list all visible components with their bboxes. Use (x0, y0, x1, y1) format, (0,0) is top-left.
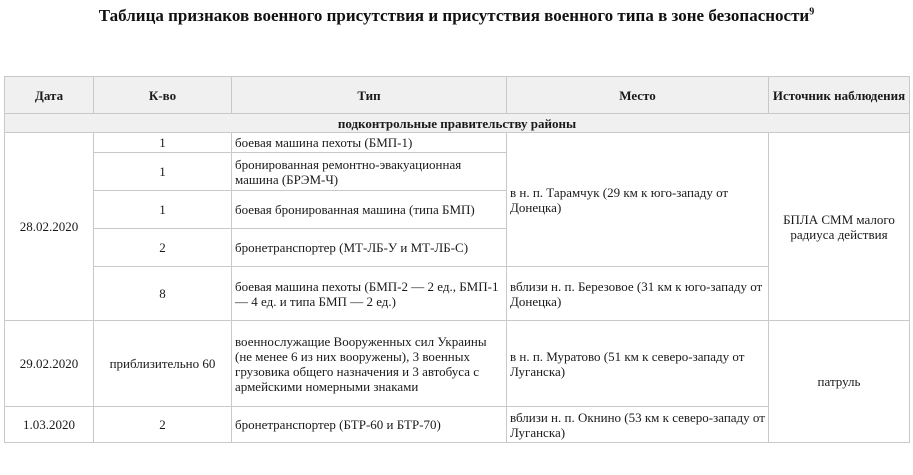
place-cell: вблизи н. п. Березовое (31 км к юго-западу от Донецка) (507, 267, 769, 321)
date-cell: 1.03.2020 (5, 407, 94, 443)
source-cell: БПЛА СММ малого радиуса действия (769, 133, 910, 321)
date-cell: 28.02.2020 (5, 133, 94, 321)
type-cell: бронетранспортер (МТ-ЛБ-У и МТ-ЛБ-С) (232, 229, 507, 267)
type-cell: боевая машина пехоты (БМП-2 — 2 ед., БМП-1 — 4 ед. и типа БМП — 2 ед.) (232, 267, 507, 321)
footnote-marker[interactable]: 9 (809, 6, 815, 18)
quantity-cell: 1 (94, 153, 232, 191)
date-cell: 29.02.2020 (5, 321, 94, 407)
quantity-cell: 8 (94, 267, 232, 321)
type-cell: военнослужащие Вооруженных сил Украины (не менее 6 из них вооружены), 3 военных грузовика общего назначения и 3 автобуса с армейскими номерными знаками (232, 321, 507, 407)
header-quantity: К-во (94, 77, 232, 114)
type-cell: боевая бронированная машина (типа БМП) (232, 191, 507, 229)
table-title (0, 6, 913, 26)
observation-table (4, 76, 910, 443)
type-cell: бронированная ремонтно-эвакуационная машина (БРЭМ-Ч) (232, 153, 507, 191)
section-row (5, 114, 910, 133)
place-cell: в н. п. Муратово (51 км к северо-западу от Луганска) (507, 321, 769, 407)
type-cell: боевая машина пехоты (БМП-1) (232, 133, 507, 153)
quantity-cell: приблизительно 60 (94, 321, 232, 407)
table-row (5, 133, 910, 153)
header-date: Дата (5, 77, 94, 114)
table-row (5, 321, 910, 407)
place-cell: в н. п. Тарамчук (29 км к юго-западу от Донецка) (507, 133, 769, 267)
section-label: подконтрольные правительству районы (5, 114, 910, 133)
source-cell: патруль (769, 321, 910, 443)
table-title-text: Таблица признаков военного присутствия и присутствия военного типа в зоне безопасности (98, 6, 810, 25)
place-cell: вблизи н. п. Окнино (53 км к северо-западу от Луганска) (507, 407, 769, 443)
type-cell: бронетранспортер (БТР-60 и БТР-70) (232, 407, 507, 443)
quantity-cell: 2 (94, 229, 232, 267)
quantity-cell: 1 (94, 133, 232, 153)
header-type: Тип (232, 77, 507, 114)
header-source: Источник наблюдения (769, 77, 910, 114)
quantity-cell: 1 (94, 191, 232, 229)
header-place: Место (507, 77, 769, 114)
header-row (5, 77, 910, 114)
quantity-cell: 2 (94, 407, 232, 443)
